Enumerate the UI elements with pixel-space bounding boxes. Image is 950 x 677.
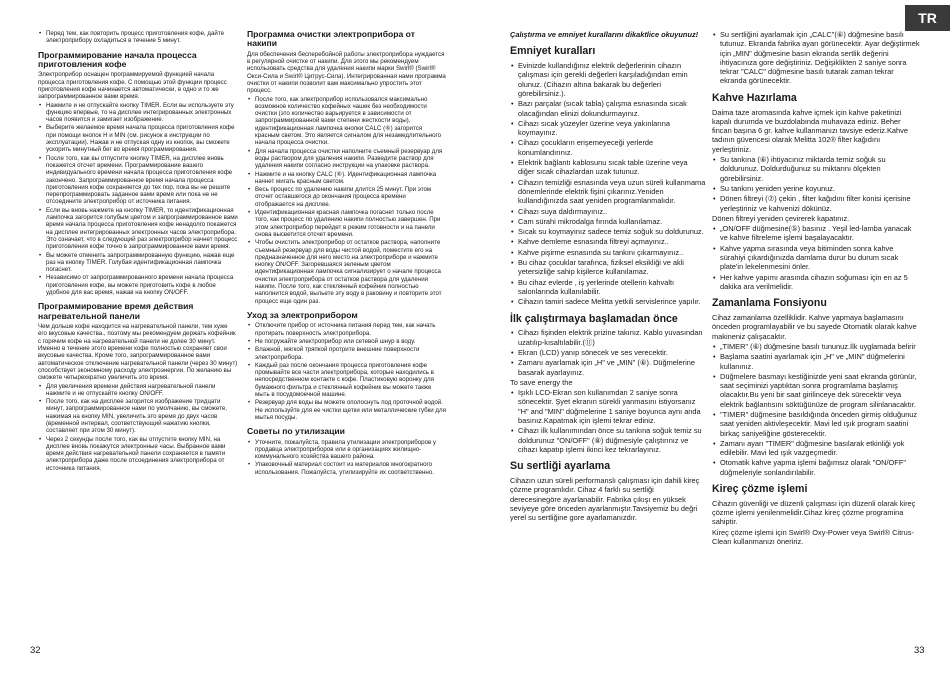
list-item: • Bu cihaz evlerde , iş yerlerinde otellerin kahvaltı salonlarında kullanılabilir. [510, 278, 706, 297]
list-item: • Cam sürahi mikrodalga fırında kullanılamaz. [510, 217, 706, 226]
top-list [38, 30, 238, 45]
list-item: • Su sertliğini ayarlamak için „CALC"(⑥) düğmesine basılı tutunuz. Ekranda fabrika ayarı görünecektir. Ayar değiştirmek için „MIN" düğmesine basın ekranda sertlik değerini ihtiyacınıza gore değiştiriniz. Değişiklikten 2 saniye sonra tekrar "CALC" düğmesine basılı tutarak zaman tekrar ekranda görünecektir. [712, 30, 920, 86]
section-list [712, 155, 920, 213]
list-item: • После того, как электроприбор использовался максимально возможное количество кофейных чашек без необходимости очистки (это количество варьируется в зависимости от запрограммированной вами степени жесткости воды), идентификационная лампочка кнопки CALC (⑥) загорится красным светом. Это является сигналом для незамедлительного начала процесса очистки. [247, 96, 447, 147]
list-item: • Zamanı ayarlamak için „H" ve „MIN" (⑥). Düğmelerine basarak ayarlayınız. [510, 358, 706, 377]
list-item: • Резервуар для воды вы можете ополоснуть под проточной водой. Не используйте для ее чистки щетки или металлические губки для мытья посуды. [247, 399, 447, 421]
section-title: Программирование начала процесса приготовления кофе [38, 49, 197, 69]
list-item: • Cihazı çocukların erişemeyeceği yerlerde konumlandırınız. [510, 138, 706, 157]
list-item: • Нажмите и на кнопку CALC (⑥). Идентификационная лампочка начнет мигать красным светом. [247, 171, 447, 186]
list-item: • Нажмите и не отпускайте кнопку TIMER. Если вы используете эту функцию впервые, то на дисплее интегрированных электронных часов появится и замигает изображение. [38, 102, 238, 124]
list-item: • Zamanı ayarı "TIMER" düğmesine basılarak etkinliği yok edilebilir. Mavi led ışık vazgeçmedir. [712, 439, 920, 458]
list-item: • Независимо от запрограммированного времени начала процесса приготовления кофе, вы можете приготовить кофе в любое удобное для вас время, нажав на кнопку ON/OFF. [38, 274, 238, 296]
list-item: • Bazı parçalar (sıcak tabla) çalışma esnasında sıcak olacağından elinizi dokundurmayınız. [510, 99, 706, 118]
page-number-left: 32 [30, 645, 41, 656]
list-item: • Перед тем, как повторить процесс приготовления кофе, дайте электроприбору охладиться в течение 5 минут. [38, 30, 238, 45]
section-intro: Daima taze aromasında kahve içmek için kahve paketinizi kapalı durumda ve buzdolabında muhavaza ediniz. Beher fincan başına 6 gr. kahve kullanmanızı tavsiye ederiz.Kahve tadının güvencesi olarak Melitta 102® filter kağıdını yerleştiriniz. [712, 107, 908, 154]
section-intro: Cihazın uzun süreli performanslı çalışması için dahili kireç çözme programlıdır. Cihaz 4 farklı su sertliği derecesinegöre ayarlanabilir. Fabrika çıkışı en yüksek seviyeye göre önceden ayarlanmıştır.Tavsiyemiz bu değri yerel su sertliğine gore ayarlamanızdır. [510, 475, 700, 523]
list-item: • Kahve pişirme esnasında su tankını çıkarmayınız.. [510, 248, 706, 257]
section-intro: Для обеспечения бесперебойной работы электроприбора нуждается в регулярной очистке от накипи. Для этого мы рекомендуем использовать средства для удаления накипи марки Swirl® (Swirl® Окси-Сила и Swirl® Цитрус-Сила). Интегрированная нами программа очистки от накипи позволит вам максимально упростить этот процесс. [247, 50, 446, 95]
section-list [38, 383, 238, 473]
list-item: • Каждый раз после окончания процесса приготовления кофе промывайте все части электроприбора, которые находились в непосредственном контакте с кофе. Пластиковую воронку для бумажного фильтра и стеклянный кофейник вы можете также мыть в посудомоечной машине. [247, 362, 447, 398]
section-list [247, 439, 447, 476]
column-1 [38, 30, 238, 473]
section-title: Emniyet kuralları [510, 45, 596, 58]
column-3 [510, 30, 706, 523]
section-title: Kireç çözme işlemi [712, 483, 808, 496]
list-item: • Чтобы очистить электроприбор от остатков раствора, наполните съемный резервуар для воды чистой водой, поместите его на предназначенное для него место на электроприборе и нажмите кнопку ON/OFF. Загоревшаяся зеленым цветом идентификационная лампочка сигнализирует о начале процесса очистки электроприбора от остатков раствора для удаления накипи. После того, как стеклянный кофейник полностью наполнится водой, выльете эту воду в раковину и повторите этот процесс еще один раз. [247, 239, 447, 305]
list-item: • Kahve yapma sırasında veya bitiminden sonra kahve sürahiyi çıkardığınızda damlama durur bu durum sıcak plate'in lekelenmesini önler. [712, 244, 920, 272]
language-badge: TR [905, 5, 950, 31]
section-title: İlk çalıştırmaya başlamadan önce [510, 312, 678, 325]
list-item: • Su tankını yeniden yerine koyunuz. [712, 184, 920, 193]
list-item: • Ekran (LCD) yanıp sönecek ve ses verecektir. [510, 348, 706, 357]
top-list [712, 30, 920, 86]
intro-note: Çalıştırma ve emniyet kurallarını dikaktlice okuyunuz! [510, 30, 699, 39]
section-list [510, 388, 706, 454]
section-title: Программирование время действия нагревательной панели [38, 301, 194, 321]
list-item: • „TIMER" (⑥) düğmesine basılı tununuz.İlk uyglamada belirir [712, 342, 920, 351]
column-2 [247, 30, 447, 477]
section-title: Kahve Hazırlama [712, 91, 797, 104]
list-item: • После того, как на дисплее загорится изображение тридцати минут, запрограммированное нами по умолчанию, вы сможете, нажимая на кнопку MIN, увеличить это время до двух часов (временной интервал, соответствующий нажатию кнопки, составляет при этом 30 минут). [38, 398, 238, 434]
section-title: Zamanlama Fonsiyonu [712, 297, 827, 310]
list-item: • Cihazın temizliği esnasında veya uzun süreli kullanmama dönemlerinde elektrik fişini çıkarınız.Yeniden kullandığınızda saat yeniden programlanmalıdır. [510, 178, 706, 206]
list-item: • Уточните, пожалуйста, правила утилизации электроприборов у продавца электроприборов или в организациях жилищно-коммунального хозяйства вашего района. [247, 439, 447, 461]
section-title: Su sertliği ayarlama [510, 460, 611, 473]
list-item: • Не погружайте электроприбор или сетевой шнур в воду. [247, 338, 447, 345]
list-item: • Dönen filtreyi (⑦) çekin , filter kağıdını filter konisi içerisine yerleştiriniz ve kahvenizi dökünüz. [712, 194, 920, 213]
section-title: Программа очистки электроприбора от накипи [247, 29, 415, 49]
list-item: • Elektrik bağlantı kablosunu sıcak table üzerine veya diğer sıcak cihazlardan uzak tutunuz. [510, 158, 706, 177]
list-item: • Выберите желаемое время начала процесса приготовления кофе при помощи кнопок H и MIN (см. рисунок в инструкции по эксплуатации). Нажав и не отпуская одну из кнопок, вы сможете ускорить минутный бег во время программирования. [38, 124, 238, 153]
list-item: • Cihazı sıcak yüzeyler üzerine veya yakınlarına koymayınız. [510, 119, 706, 138]
list-item: • Işıklı LCD-Ekran son kullanımdan 2 saniye sonra sönecektir. Şyet ekranın sürekli yanmasını istiyorsanız "H" and "MIN" düğmelerine 1 saniye boyunca aynı anda basınız.Kapatmak için işlemi tekrar ediniz. [510, 388, 706, 425]
list-item: • Başlama saatini ayarlamak için „H" ve „MIN" düğmelerini kullanınız. [712, 352, 920, 371]
section-intro: Cihazın güvenliği ve düzenli çalışması için düzenli olarak kireç çözme işlemi yenilenmelidir.Cihaz kireç çözme programina sahiptir. [712, 498, 916, 527]
list-item: • Cihazı fişinden elektrik prizine takınız. Kablo yuvasından uzatılıp-kısaltılabilir.(⑪) [510, 328, 706, 347]
list-item: • Otomatik kahve yapma işlemi bağımsız olarak "ON/OFF" düğmeleriyle sonlandırılabilir. [712, 458, 920, 477]
page-number-right: 33 [914, 645, 925, 656]
list-item: • Для увеличения времени действия нагревательной панели нажмите и не отпускайте кнопку ON/OFF. [38, 383, 238, 398]
list-item: • Влажной, мягкой тряпкой протрите внешние поверхности электроприбора. [247, 346, 447, 361]
section-list [712, 342, 920, 477]
list-item: • Su tankına (⑥) ihtiyacınız miktarda temiz soğuk su doldurunuz. Doldurduğunuz su miktarını ölçekten görebilirsiniz. [712, 155, 920, 183]
section-list [247, 96, 447, 305]
section-list [712, 224, 920, 291]
section-text: Kireç çözme işlemi için Swirl® Oxy-Power veya Swirl® Citrus-Clean kullanmanızı öneririz. [712, 527, 914, 547]
list-item: • Упаковочный материал состоит из материалов многократного использования. Пожалуйста, утилизируйте их соответственно. [247, 461, 447, 476]
list-item: • Evinizde kullandığınız elektrik değerlerinin cihazın çalışması için gerekli değerleri karşıladığından emin olunuz. (Cihazın altına bakarak bu değerleri görebilirsiniz.). [510, 61, 706, 98]
list-item: • "TIMER" düğmesine basıldığında önceden girmiş olduğunuz saat yeniden aktivleşecektir. Mavi led ışık program saatini birkaç saniyeliğine gösterecektir. [712, 410, 920, 438]
list-item: • Идентификационная красная лампочка погаснет только после того, как процесс по удалению накипи полностью завершен. При этом электроприбор перейдет в режим готовности и на панели снова высветится отсчет времени. [247, 209, 447, 238]
list-item: • Весь процесс по удалению накипи длится 25 минут. При этом отсчет оставшегося до окончания процесса времени отображается на дисплее. [247, 186, 447, 208]
list-item: • Вы можете отменить запрограммированную функцию, нажав еще раз на кнопку TIMER. Голубая идентификационная лампочка погаснет. [38, 252, 238, 274]
list-item: • После того, как вы отпустите кнопку TIMER, на дисплее вновь покажется отсчет времени. Программирование вашего индивидуального времени начала процесса приготовления кофе закончено. Запрограммированное время начала процесса приготовления кофе сохраняется до тех пор, пока вы не решите перепрограммировать заданное вами время или пока не не отсоедините электроприбор от источника питания. [38, 155, 238, 206]
list-item: • Kahve demleme esnasında filtreyi açmayınız.. [510, 237, 706, 246]
section-intro: Cihaz zamanlama özelliklidir. Kahve yapmaya başlamasını önceden programlayabilir ve bu sayede Otomatik olarak kahve makineniz çalışacaktır. [712, 313, 917, 341]
section-note: Dönen filtreyi yeniden çevirerek kapatınız. [712, 213, 850, 223]
section-title: Советы по утилизации [247, 426, 345, 437]
section-intro: Электроприбор оснащен программируемой функцией начала процесса приготовления кофе. С помощью этой функции процесс приготовления кофе начинается автоматически, в одно и то же запрограммированное вами время. [38, 71, 227, 101]
section-title: Уход за электроприбором [247, 309, 358, 320]
list-item: • Bu cihaz çocuklar tarafınca, fiziksel eksikliği ve akli yetersizliğe sahip kişilerce kullanılamaz. [510, 258, 706, 277]
list-item: • Через 2 секунды после того, как вы отпустите кнопку MIN, на дисплее вновь покажутся электронные часы. Выбранное вами время действия нагревательной панели сохраняется в памяти электроприбора даже после отсоединения электроприбора от источника питания. [38, 436, 238, 472]
list-item: • Her kahve yapımı arasında cihazın soğuması için en az 5 dakika ara verilmelidir. [712, 273, 920, 292]
section-intro: Чем дольше кофе находится на нагревательной панели, тем хуже его вкусовые качества., поэтому мы рекомендуем держать кофейник с горячим кофе на нагревательной панели не долее 30 минут. Именно в течение этого времени кофе полностью сохраняет свои вкусовые качества. Кроме того, запрограммированное вами автоматическое отключение нагревательной панели (через 30 минут) способствует экономному расходу электроэнергии. По желанию вы сможете четырехкратно увеличить это время. [38, 323, 238, 382]
section-list [247, 322, 447, 421]
section-note: To save energy the [510, 377, 573, 387]
list-item: • Cihazın tamiri sadece Melitta yetkili servislerince yapılır. [510, 297, 706, 306]
list-item: • Cihazı suya daldırmayınız.. [510, 207, 706, 216]
list-item: • Sıcak su koymayınız sadece temiz soğuk su doldurunuz. [510, 227, 706, 236]
list-item: • Если вы вновь нажмете на кнопку TIMER, то идентификационная лампочка загорится голубым цветом и запрограммированное вами время начала процесса приготовления кофе ненадолго покажется на дисплее интегрированных электронных часов электроприбора. Это означает, что в следующий раз электроприбор начнет процесс приготовления кофе точно в запрограммированное вами время. [38, 207, 238, 251]
list-item: • Düğmelere basmayı kestiğinizde yeni saat ekranda görünür, saat seçiminizi yaptıktan sonra programlama başlamış olacaktır.Bu yeni bir saat girilinceye dek sürecektir veya elektrik bağlantısını söktüğünüze de program silinlanacaktır. [712, 372, 920, 409]
list-item: • Отключите прибор от источника питания перед тем, как начать протирать поверхность электроприбора. [247, 322, 447, 337]
section-list [38, 102, 238, 297]
section-list [510, 61, 706, 306]
list-item: • Для начала процесса очистки наполните съемный резервуар для воды раствором для удаления накипи. Разведите раствор для удаления накипи согласно инструкции на упаковке раствора. [247, 148, 447, 170]
section-list [510, 328, 706, 376]
list-item: • „ON/OFF düğmesine(⑤) basınız . Yeşil led-lamba yanacak ve kahve filtreleme işlemi başalayacaktır. [712, 224, 920, 243]
column-4 [712, 30, 920, 547]
list-item: • Cihazı ilk kullanımından önce su tankına soğuk temiz su doldurunuz "ON/OFF" (⑧) düğmesiyle çalıştırınız ve cihazı kapatıp işlemi ikinci kez tekrarlayınız. [510, 426, 706, 454]
